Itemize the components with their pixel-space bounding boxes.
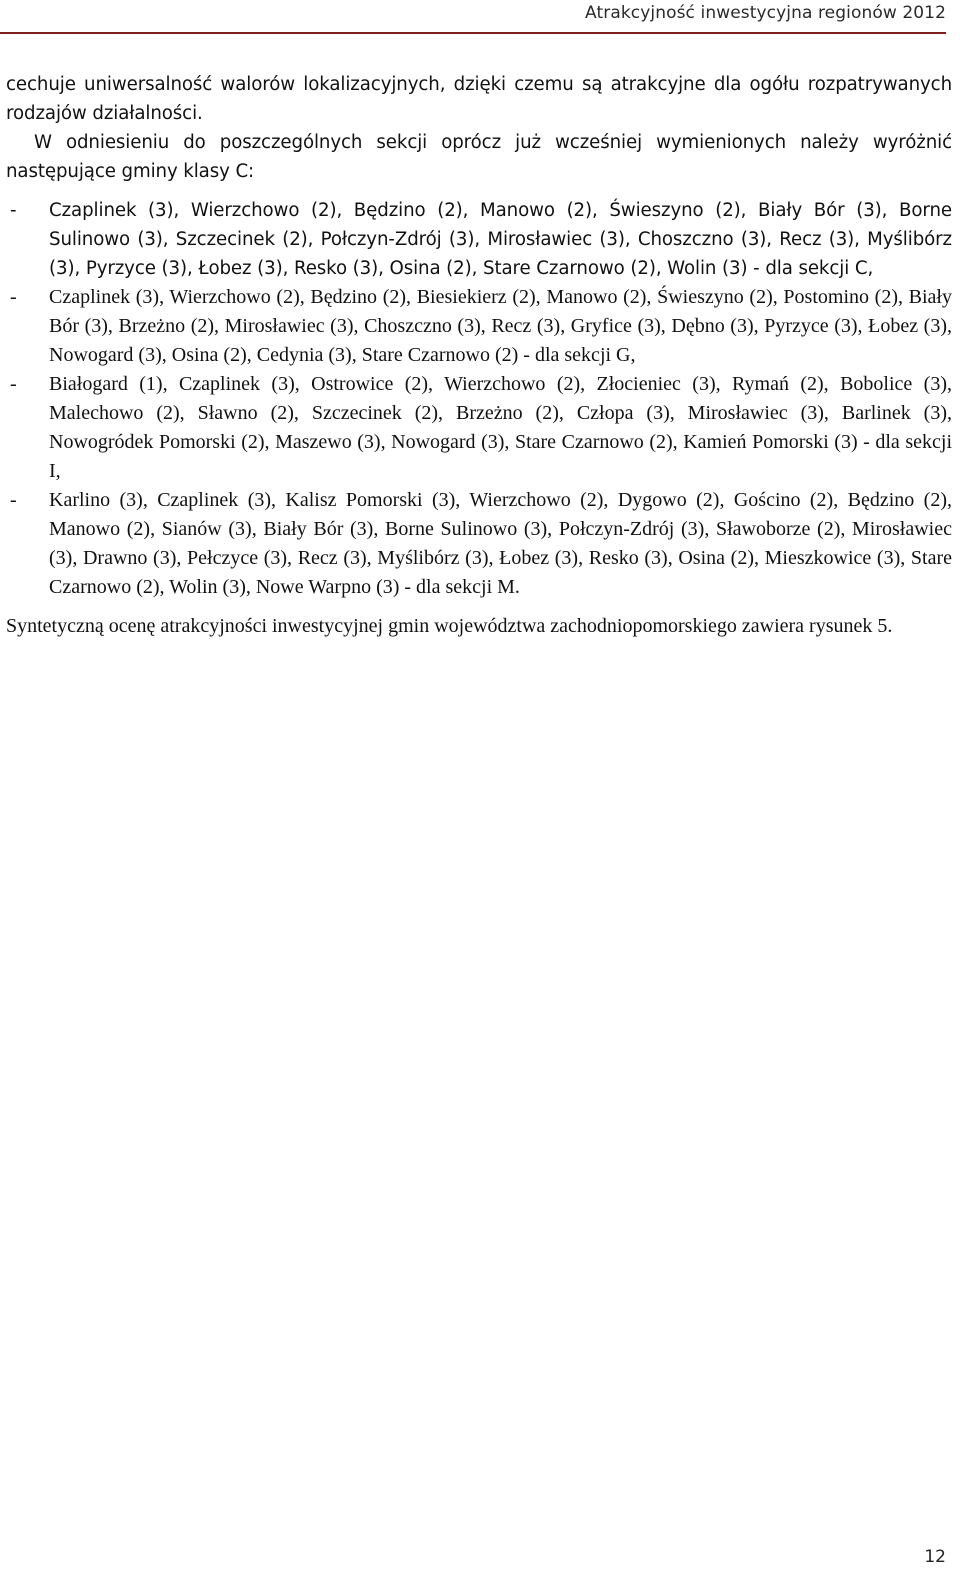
list-item-text: Karlino (3), Czaplinek (3), Kalisz Pomorski (3), Wierzchowo (2), Dygowo (2), Gościno (2), Będzino (2), Manowo (2), Sianów (3), Biały Bór (3), Borne Sulinowo (3), Połczyn-Zdrój (3), Sławoborze (2), Mirosławiec (3), Drawno (3), Pełczyce (3), Recz (3), Myślibórz (3), Łobez (3), Resko (3), Osina (2), Mieszkowice (3), Stare Czarnowo (2), Wolin (3), Nowe Warpno (3) - dla sekcji M.	[49, 489, 952, 598]
list-item-section-i	[6, 370, 952, 486]
paragraph-summary: Syntetyczną ocenę atrakcyjności inwestycyjnej gmin województwa zachodniopomorskiego zawiera rysunek 5.	[6, 615, 893, 637]
list-dash: -	[10, 373, 17, 395]
list-dash: -	[10, 200, 17, 221]
page-header	[0, 0, 946, 34]
list-item-section-g	[6, 283, 952, 370]
list-dash: -	[10, 489, 17, 511]
paragraph-sections-intro: W odniesieniu do poszczególnych sekcji oprócz już wcześniej wymienionych należy wyróżnić następujące gminy klasy C:	[6, 132, 952, 182]
page-number: 12	[924, 1547, 946, 1567]
list-dash: -	[10, 286, 17, 308]
document-body	[6, 70, 952, 641]
list-item-text: Czaplinek (3), Wierzchowo (2), Będzino (2), Biesiekierz (2), Manowo (2), Świeszyno (2), Postomino (2), Biały Bór (3), Brzeżno (2), Mirosławiec (3), Choszczno (3), Recz (3), Gryfice (3), Dębno (3), Pyrzyce (3), Łobez (3), Nowogard (3), Osina (2), Cedynia (3), Stare Czarnowo (2) - dla sekcji G,	[49, 286, 952, 366]
header-title: Atrakcyjność inwestycyjna regionów 2012	[585, 3, 946, 23]
list-item-section-c	[6, 196, 952, 283]
list-item-text: Białogard (1), Czaplinek (3), Ostrowice (2), Wierzchowo (2), Złocieniec (3), Rymań (2), Bobolice (3), Malechowo (2), Sławno (2), Szczecinek (2), Brzeżno (2), Człopa (3), Mirosławiec (3), Barlinek (3), Nowogródek Pomorski (2), Maszewo (3), Nowogard (3), Stare Czarnowo (2), Kamień Pomorski (3) - dla sekcji I,	[49, 373, 952, 482]
paragraph-intro: cechuje uniwersalność walorów lokalizacyjnych, dzięki czemu są atrakcyjne dla ogółu rozpatrywanych rodzajów działalności.	[6, 74, 952, 124]
list-item-text: Czaplinek (3), Wierzchowo (2), Będzino (2), Manowo (2), Świeszyno (2), Biały Bór (3), Borne Sulinowo (3), Szczecinek (2), Połczyn-Zdrój (3), Mirosławiec (3), Choszczno (3), Recz (3), Myślibórz (3), Pyrzyce (3), Łobez (3), Resko (3), Osina (2), Stare Czarnowo (2), Wolin (3) - dla sekcji C,	[49, 200, 952, 279]
section-list	[6, 196, 952, 602]
list-item-section-m	[6, 486, 952, 602]
